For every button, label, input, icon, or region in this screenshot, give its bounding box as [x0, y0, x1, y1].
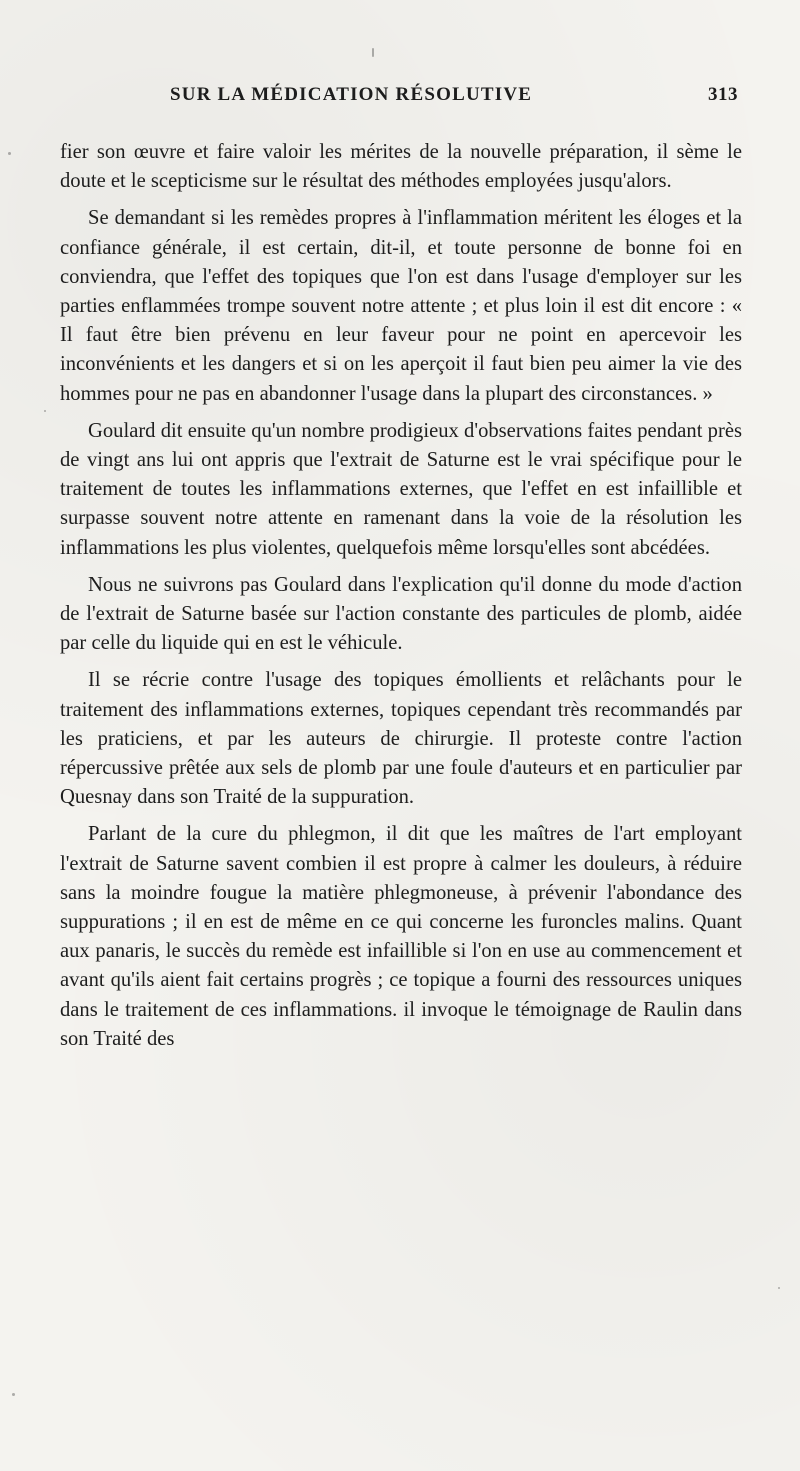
- paragraph: Nous ne suivrons pas Goulard dans l'explication qu'il donne du mode d'action de l'extrait de Saturne basée sur l'action constante des particules de plomb, aidée par celle du liquide qui en est le véhicule.: [60, 573, 742, 655]
- body-text: [60, 138, 742, 1062]
- paragraph-continued: fier son œuvre et faire valoir les mérites de la nouvelle préparation, il sème le doute et le scepticisme sur le résultat des méthodes employées jusqu'alors.: [60, 141, 742, 193]
- running-title: SUR LA MÉDICATION RÉSOLUTIVE: [170, 84, 533, 105]
- print-speck: [44, 410, 46, 412]
- print-speck: [778, 1287, 780, 1289]
- print-speck: [12, 1393, 15, 1396]
- paragraph: Il se récrie contre l'usage des topiques émollients et relâchants pour le traitement des inflammations externes, topiques cependant très recommandés par les praticiens, et par les auteurs de chirurgie. Il proteste contre l'action répercussive prêtée aux sels de plomb par une foule d'auteurs et en particulier par Quesnay dans son Traité de la suppuration.: [60, 669, 742, 809]
- paragraph: Se demandant si les remèdes propres à l'inflammation méritent les éloges et la confiance générale, il est certain, dit-il, et toute personne de bonne foi en conviendra, que l'effet des topiques que l'on est dans l'usage d'employer sur les parties enflammées trompe souvent notre attente ; et plus loin il est dit encore : « Il faut être bien prévenu en leur faveur pour ne point en apercevoir les inconvénients et les dangers et si on les aperçoit il faut bien peu aimer la vie des hommes pour ne pas en abandonner l'usage dans la plupart des circonstances. »: [60, 207, 742, 405]
- page-header: [60, 84, 740, 116]
- print-speck: [372, 48, 374, 57]
- paragraph: Goulard dit ensuite qu'un nombre prodigieux d'observations faites pendant près de vingt ans lui ont appris que l'extrait de Saturne est le vrai spécifique pour le traitement de toutes les inflammations externes, que l'effet en est infaillible et surpasse souvent notre attente en ramenant dans la voie de la résolution les inflammations les plus violentes, quelquefois même lorsqu'elles sont abcédées.: [60, 419, 742, 559]
- print-speck: [8, 152, 11, 155]
- page-number: 313: [708, 84, 738, 105]
- paragraph: Parlant de la cure du phlegmon, il dit que les maîtres de l'art employant l'extrait de Saturne savent combien il est propre à calmer les douleurs, à réduire sans la moindre fougue la matière phlegmoneuse, à prévenir l'abondance des suppurations ; il en est de même en ce qui concerne les furoncles malins. Quant aux panaris, le succès du remède est infaillible si l'on en use au commencement et avant qu'ils aient fait certains progrès ; ce topique a fourni des ressources uniques dans le traitement de ces inflammations. il invoque le témoignage de Raulin dans son Traité des: [60, 823, 742, 1050]
